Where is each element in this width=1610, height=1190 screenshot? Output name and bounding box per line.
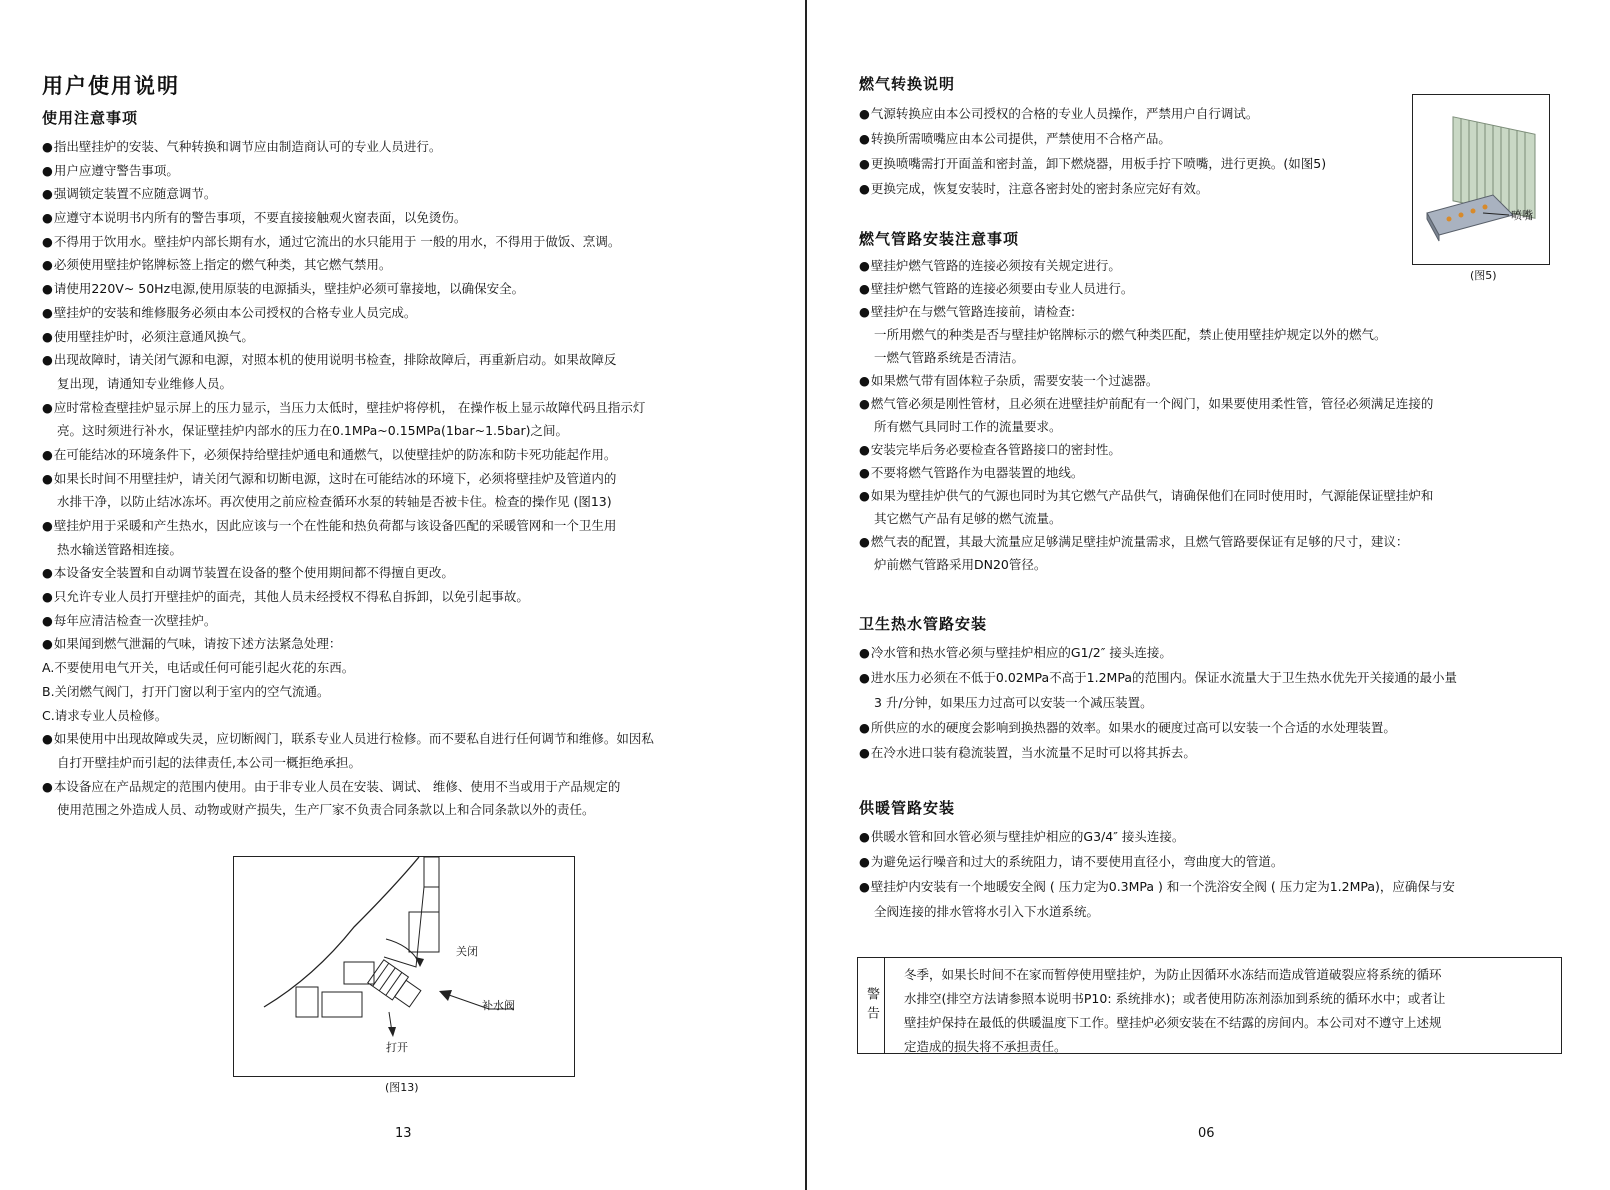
warning-line: 定造成的损失将不承担责任。	[904, 1039, 1067, 1054]
paragraph-line: ● 更换完成，恢复安装时，注意各密封处的密封条应完好有效。	[859, 176, 1326, 201]
paragraph-line: ● 应遵守本说明书内所有的警告事项，不要直接接触观火窗表面，以免烫伤。	[42, 206, 654, 230]
paragraph-line: ● 如果闻到燃气泄漏的气味，请按下述方法紧急处理：	[42, 632, 654, 656]
label-nozzle: 喷嘴	[1511, 209, 1533, 222]
paragraph-line: ● 供暖水管和回水管必须与壁挂炉相应的G3/4″ 接头连接。	[859, 824, 1455, 849]
gas-pipe-list	[859, 254, 1433, 576]
gas-conversion-list	[859, 101, 1326, 201]
section-title-hot-water: 卫生热水管路安装	[859, 615, 988, 633]
usage-notes-list	[42, 135, 654, 822]
paragraph-line: ● 如果为壁挂炉供气的气源也同时为其它燃气产品供气，请确保他们在同时使用时，气源能保证壁挂炉和	[859, 484, 1433, 507]
label-open: 打开	[386, 1041, 408, 1054]
paragraph-line: 热水输送管路相连接。	[57, 541, 183, 557]
paragraph-line: ● 不要将燃气管路作为电器装置的地线。	[859, 461, 1433, 484]
figure-5	[1412, 94, 1550, 265]
paragraph-line: 3 升/分钟，如果压力过高可以安装一个减压装置。	[874, 695, 1153, 710]
paragraph-line: ● 转换所需喷嘴应由本公司提供，严禁使用不合格产品。	[859, 126, 1326, 151]
page-number-left: 13	[395, 1126, 412, 1141]
section-title-gas-conversion: 燃气转换说明	[859, 75, 956, 93]
paragraph-line: ● 进水压力必须在不低于0.02MPa不高于1.2MPa的范围内。保证水流量大于卫生热水优先开关接通的最小量	[859, 665, 1457, 690]
warning-line: 水排空(排空方法请参照本说明书P10: 系统排水)；或者使用防冻剂添加到系统的循环水中；或者让	[904, 991, 1446, 1006]
paragraph-line: 一所用燃气的种类是否与壁挂炉铭牌标示的燃气种类匹配，禁止使用壁挂炉规定以外的燃气。	[874, 327, 1387, 342]
label-close: 关闭	[456, 945, 478, 958]
figure-5-caption: (图5)	[1470, 269, 1497, 282]
warning-line: 冬季，如果长时间不在家而暂停使用壁挂炉，为防止因循环水冻结而造成管道破裂应将系统的循环	[904, 967, 1442, 982]
paragraph-line: ● 壁挂炉用于采暖和产生热水，因此应该与一个在性能和热负荷都与该设备匹配的采暖管网和一个卫生用	[42, 514, 654, 538]
paragraph-line: ● 如果使用中出现故障或失灵，应切断阀门，联系专业人员进行检修。而不要私自进行任何调节和维修。如因私	[42, 727, 654, 751]
paragraph-line: ● 在冷水进口装有稳流装置，当水流量不足时可以将其拆去。	[859, 740, 1457, 765]
paragraph-line: ● 为避免运行噪音和过大的系统阻力，请不要使用直径小，弯曲度大的管道。	[859, 849, 1455, 874]
paragraph-line: ● 应时常检查壁挂炉显示屏上的压力显示，当压力太低时，壁挂炉将停机， 在操作板上显示故障代码且指示灯	[42, 396, 654, 420]
label-fill-valve: 补水阀	[482, 999, 515, 1012]
paragraph-line: ● 出现故障时，请关闭气源和电源，对照本机的使用说明书检查，排除故障后，再重新启动。如果故障反	[42, 348, 654, 372]
paragraph-line: ● 壁挂炉在与燃气管路连接前，请检查:	[859, 300, 1433, 323]
paragraph-line: 亮。这时须进行补水，保证壁挂炉内部水的压力在0.1MPa~0.15MPa(1bar~1.5bar)之间。	[57, 423, 569, 439]
heating-list	[859, 824, 1455, 924]
paragraph-line: ● 如果长时间不用壁挂炉，请关闭气源和切断电源，这时在可能结冰的环境下，必须将壁挂炉及管道内的	[42, 467, 654, 491]
section-title-usage-notes: 使用注意事项	[42, 109, 139, 127]
figure-13	[233, 856, 575, 1077]
page-title: 用户使用说明	[42, 74, 180, 98]
paragraph-line: ● 冷水管和热水管必须与壁挂炉相应的G1/2″ 接头连接。	[859, 640, 1457, 665]
paragraph-line: ● 安装完毕后务必要检查各管路接口的密封性。	[859, 438, 1433, 461]
paragraph-line: ● 所供应的水的硬度会影响到换热器的效率。如果水的硬度过高可以安装一个合适的水处理装置。	[859, 715, 1457, 740]
paragraph-line: 复出现，请通知专业维修人员。	[57, 375, 233, 391]
paragraph-line: ● 不得用于饮用水。壁挂炉内部长期有水，通过它流出的水只能用于 一般的用水，不得用于做饭、烹调。	[42, 230, 654, 254]
paragraph-line: ● 更换喷嘴需打开面盖和密封盖，卸下燃烧器，用板手拧下喷嘴，进行更换。(如图5)	[859, 151, 1326, 176]
paragraph-line: ● 每年应清洁检查一次壁挂炉。	[42, 609, 654, 633]
paragraph-line: ● 本设备安全装置和自动调节装置在设备的整个使用期间都不得擅自更改。	[42, 561, 654, 585]
paragraph-line: ● 请使用220V~ 50Hz电源,使用原装的电源插头，壁挂炉必须可靠接地，以确保安全。	[42, 277, 654, 301]
paragraph-line: ● 壁挂炉燃气管路的连接必须要由专业人员进行。	[859, 277, 1433, 300]
paragraph-line: ● 如果燃气带有固体粒子杂质，需要安装一个过滤器。	[859, 369, 1433, 392]
paragraph-line: B.关闭燃气阀门，打开门窗以利于室内的空气流通。	[42, 683, 330, 699]
paragraph-line: ● 必须使用壁挂炉铭牌标签上指定的燃气种类，其它燃气禁用。	[42, 253, 654, 277]
paragraph-line: ● 在可能结冰的环境条件下，必须保持给壁挂炉通电和通燃气，以使壁挂炉的防冻和防卡死功能起作用。	[42, 443, 654, 467]
paragraph-line: 所有燃气具同时工作的流量要求。	[874, 419, 1062, 434]
paragraph-line: ● 使用壁挂炉时，必须注意通风换气。	[42, 325, 654, 349]
paragraph-line: ● 指出壁挂炉的安装、气种转换和调节应由制造商认可的专业人员进行。	[42, 135, 654, 159]
warning-label-text: 警告	[864, 986, 879, 1025]
paragraph-line: ● 本设备应在产品规定的范围内使用。由于非专业人员在安装、调试、 维修、使用不当或用于产品规定的	[42, 775, 654, 799]
burner-drawing	[1413, 95, 1549, 264]
paragraph-line: ● 燃气管必须是刚性管材，且必须在进壁挂炉前配有一个阀门，如果要使用柔性管，管径必须满足连接的	[859, 392, 1433, 415]
paragraph-line: 炉前燃气管路采用DN20管径。	[874, 557, 1047, 572]
paragraph-line: 使用范围之外造成人员、动物或财产损失，生产厂家不负责合同条款以上和合同条款以外的责任。	[57, 802, 595, 818]
paragraph-line: ● 壁挂炉的安装和维修服务必须由本公司授权的合格专业人员完成。	[42, 301, 654, 325]
paragraph-line: ● 燃气表的配置，其最大流量应足够满足壁挂炉流量需求，且燃气管路要保证有足够的尺寸，建议：	[859, 530, 1433, 553]
paragraph-line: ● 强调锁定装置不应随意调节。	[42, 182, 654, 206]
page-number-right: 06	[1198, 1126, 1215, 1141]
right-page	[807, 0, 1610, 1190]
paragraph-line: 一燃气管路系统是否清洁。	[874, 350, 1025, 365]
section-title-heating: 供暖管路安装	[859, 799, 956, 817]
warning-text	[904, 963, 1445, 1059]
paragraph-line: 自打开壁挂炉而引起的法律责任,本公司一概拒绝承担。	[57, 754, 361, 770]
paragraph-line: 其它燃气产品有足够的燃气流量。	[874, 511, 1062, 526]
warning-line: 壁挂炉保持在最低的供暖温度下工作。壁挂炉必须安装在不结露的房间内。本公司对不遵守上述规	[904, 1015, 1442, 1030]
warning-label	[858, 958, 885, 1053]
paragraph-line: A.不要使用电气开关，电话或任何可能引起火花的东西。	[42, 660, 355, 676]
paragraph-line: ● 壁挂炉内安装有一个地暖安全阀 ( 压力定为0.3MPa ) 和一个洗浴安全阀 ( 压力定为1.2MPa)，应确保与安	[859, 874, 1455, 899]
paragraph-line: ● 气源转换应由本公司授权的合格的专业人员操作，严禁用户自行调试。	[859, 101, 1326, 126]
paragraph-line: 全阀连接的排水管将水引入下水道系统。	[874, 904, 1100, 919]
warning-box	[857, 957, 1562, 1054]
hot-water-list	[859, 640, 1457, 765]
paragraph-line: ● 只允许专业人员打开壁挂炉的面壳，其他人员未经授权不得私自拆卸，以免引起事故。	[42, 585, 654, 609]
paragraph-line: C.请求专业人员检修。	[42, 707, 168, 723]
figure-13-caption: (图13)	[385, 1081, 419, 1094]
paragraph-line: ● 壁挂炉燃气管路的连接必须按有关规定进行。	[859, 254, 1433, 277]
section-title-gas-pipe: 燃气管路安装注意事项	[859, 230, 1020, 248]
paragraph-line: ● 用户应遵守警告事项。	[42, 159, 654, 183]
paragraph-line: 水排干净，以防止结冰冻坏。再次使用之前应检查循环水泵的转轴是否被卡住。检查的操作见 (图13)	[57, 494, 612, 510]
